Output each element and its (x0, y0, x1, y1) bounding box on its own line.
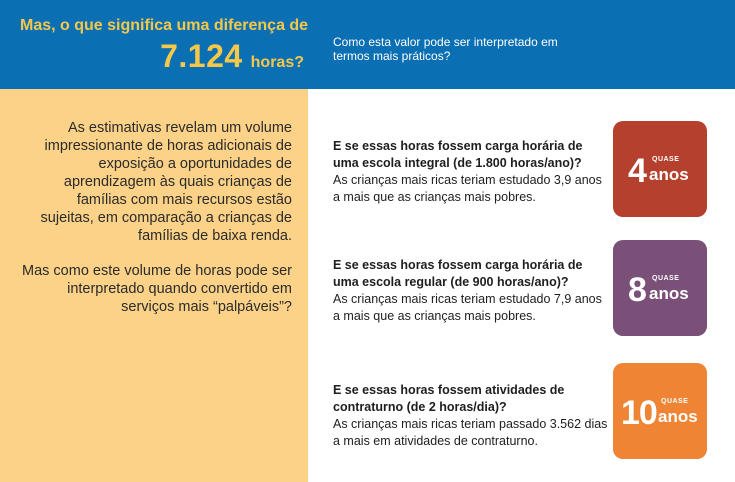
item-answer: As crianças mais ricas teriam passado 3.562 dias a mais em atividades de contraturno. (333, 417, 608, 448)
badge-quase: QUASE (661, 398, 689, 405)
header-banner (0, 0, 735, 89)
header-title: Mas, o que significa uma diferença de (20, 17, 309, 34)
header-title-block (0, 0, 308, 89)
header-subtitle: Como esta valor pode ser interpretado em termos mais práticos? (333, 35, 558, 63)
hours-number: 7.124 (160, 38, 243, 74)
badge-10-years (613, 363, 707, 459)
item-answer: As crianças mais ricas teriam estudado 7,9 anos a mais que as crianças mais pobres. (333, 292, 602, 323)
left-paragraph-2: Mas como este volume de horas pode ser interpretado quando convertido em serviços mais “palpáveis”? (22, 263, 292, 315)
badge-8-years (613, 240, 707, 336)
badge-anos: anos (649, 284, 689, 303)
item-integral-school (333, 138, 608, 206)
item-question: E se essas horas fossem atividades de contraturno (de 2 horas/dia)? (333, 383, 565, 414)
header-hours-line (160, 38, 304, 75)
badge-quase: QUASE (652, 275, 680, 282)
hours-unit: horas? (250, 54, 304, 71)
left-paragraph-1: As estimativas revelam um volume impressionante de horas adicionais de exposição a oportunidades de aprendizagem às quais crianças de famílias com mais recursos estão sujeitas, em comparação a crianças de famílias de baixa renda. (40, 120, 292, 244)
badge-4-years (613, 121, 707, 217)
badge-anos: anos (649, 165, 689, 184)
badge-number: 10 (621, 394, 657, 432)
badge-anos: anos (658, 407, 698, 426)
item-question: E se essas horas fossem carga horária de uma escola regular (de 900 horas/ano)? (333, 258, 583, 289)
item-regular-school (333, 257, 608, 325)
left-panel (0, 89, 308, 482)
item-contraturno (333, 382, 608, 450)
badge-quase: QUASE (652, 156, 680, 163)
right-panel (308, 89, 735, 482)
badge-number: 8 (628, 271, 646, 309)
item-question: E se essas horas fossem carga horária de uma escola integral (de 1.800 horas/ano)? (333, 139, 583, 170)
left-text (22, 119, 292, 333)
item-answer: As crianças mais ricas teriam estudado 3,9 anos a mais que as crianças mais pobres. (333, 173, 602, 204)
badge-number: 4 (628, 152, 646, 190)
